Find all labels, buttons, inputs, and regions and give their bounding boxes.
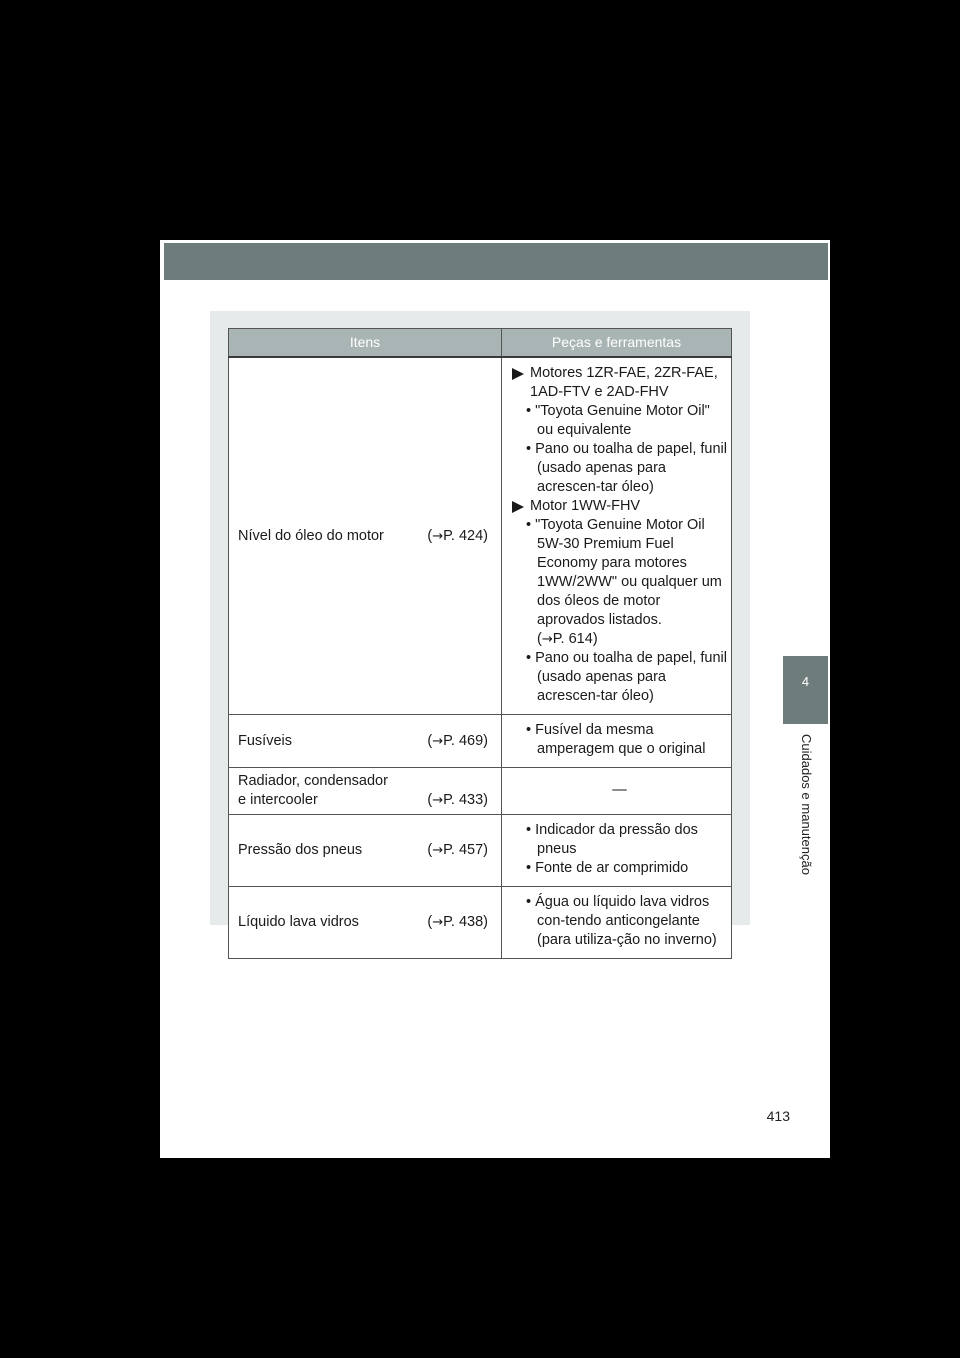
table-row-fuses: [229, 715, 732, 768]
table-row-washer: [229, 887, 732, 959]
table-header-row: [229, 329, 732, 358]
list-item: • Indicador da pressão dos pneus: [526, 822, 698, 857]
page-reference: (→P. 438): [427, 914, 488, 930]
chapter-number-tab: [783, 656, 828, 724]
list-item: • Fusível da mesma amperagem que o original: [526, 722, 706, 757]
arrow-icon: →: [432, 915, 444, 930]
list-item: • "Toyota Genuine Motor Oil" ou equivalente: [526, 403, 710, 438]
chapter-title: Cuidados e manutenção: [799, 734, 814, 875]
chapter-number: 4: [801, 674, 810, 689]
page-reference: (→P. 457): [427, 842, 488, 858]
item-label: e intercooler: [238, 792, 318, 808]
item-label: Fusíveis: [238, 732, 292, 749]
parts-cell: [502, 815, 732, 887]
arrow-icon: →: [432, 843, 444, 858]
parts-cell: [502, 715, 732, 768]
items-table: [228, 328, 732, 959]
manual-page: [160, 240, 830, 1158]
list-item: • Pano ou toalha de papel, funil (usado apenas para acrescen-tar óleo): [526, 441, 727, 495]
triangle-bullet-icon: [512, 501, 524, 513]
item-cell: [229, 768, 502, 815]
page-reference: P. 614: [552, 631, 593, 647]
item-label: Pressão dos pneus: [238, 842, 363, 858]
arrow-icon: →: [432, 528, 444, 544]
item-cell: [229, 357, 502, 715]
header-items: Itens: [229, 329, 502, 358]
arrow-icon: →: [541, 632, 553, 647]
page-reference: (→P. 433): [427, 792, 488, 808]
item-label: Nível do óleo do motor: [238, 527, 384, 544]
arrow-icon: →: [432, 793, 444, 808]
arrow-icon: →: [432, 733, 444, 749]
item-label: Radiador, condensador: [238, 773, 388, 789]
table-panel: [210, 311, 750, 948]
list-item: • "Toyota Genuine Motor Oil 5W-30 Premium Fuel Economy para motores 1WW/2WW" ou qualquer um dos óleos de motor aprovados listados. (→P. 614): [526, 517, 722, 647]
list-item: • Pano ou toalha de papel, funil (usado apenas para acrescen-tar óleo): [526, 650, 727, 704]
item-label: Líquido lava vidros: [238, 914, 359, 930]
parts-cell: [502, 768, 732, 815]
engine-heading: Motores 1ZR-FAE, 2ZR-FAE, 1AD-FTV e 2AD-FHV: [512, 364, 727, 402]
table-row-tires: [229, 815, 732, 887]
triangle-bullet-icon: [512, 368, 524, 380]
item-cell: [229, 887, 502, 959]
page-header-bar: [164, 243, 828, 280]
item-cell: [229, 715, 502, 768]
page-reference: (→P. 469): [427, 732, 488, 749]
parts-cell: [502, 887, 732, 959]
empty-dash: —: [612, 781, 627, 798]
parts-cell: [502, 357, 732, 715]
page-number: 413: [766, 1108, 790, 1124]
table-row-oil: [229, 357, 732, 715]
page-reference: (→P. 424): [427, 527, 488, 544]
list-item: • Água ou líquido lava vidros con-tendo anticongelante (para utiliza-ção no inverno): [526, 894, 717, 948]
list-item: • Fonte de ar comprimido: [526, 860, 689, 876]
header-parts-tools: Peças e ferramentas: [502, 329, 732, 358]
item-cell: [229, 815, 502, 887]
table-row-radiator: [229, 768, 732, 815]
engine-heading: Motor 1WW-FHV: [512, 497, 727, 516]
